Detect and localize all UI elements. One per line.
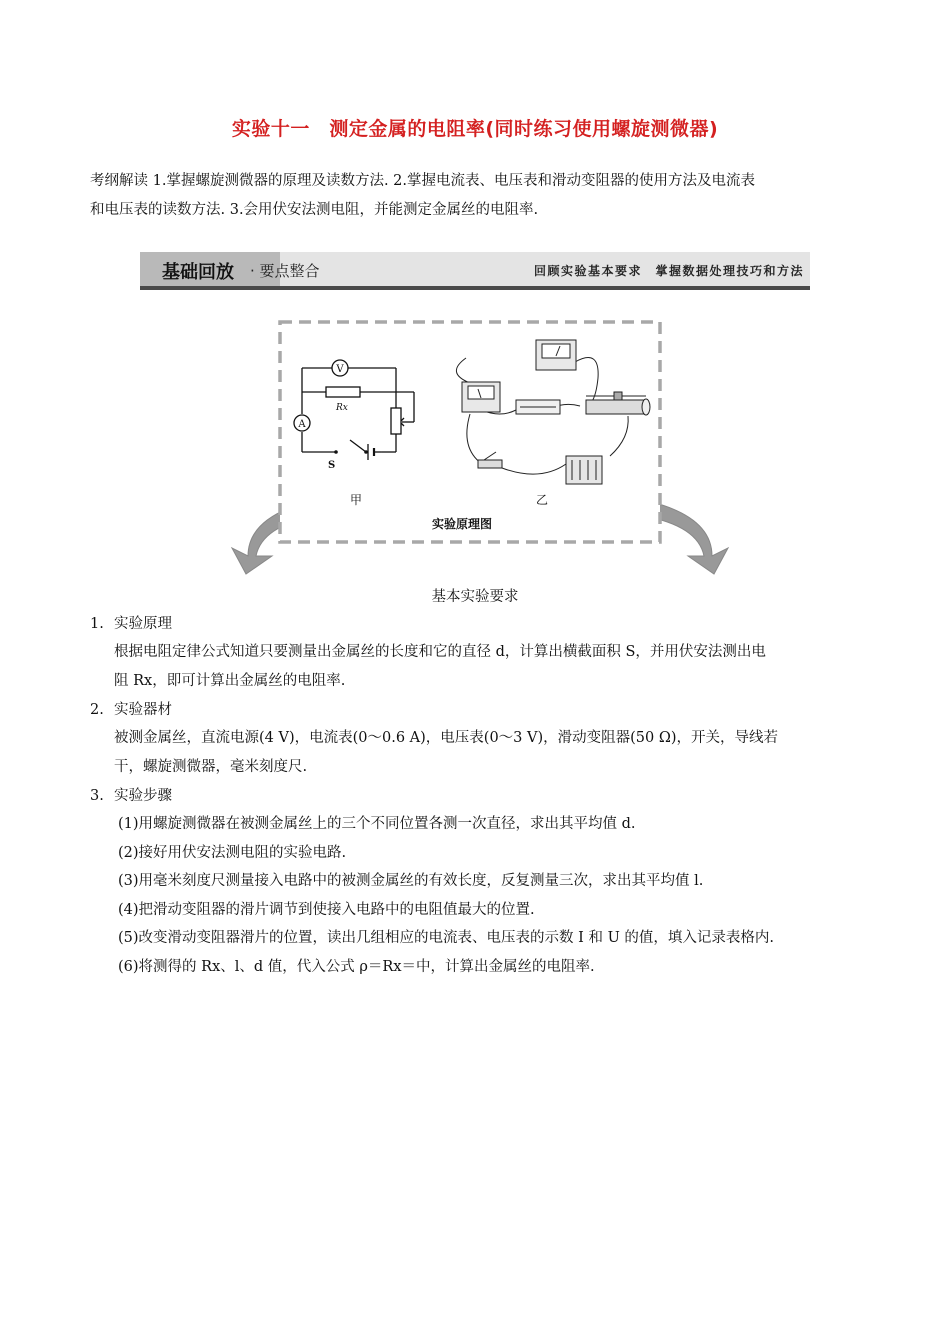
diagram-caption: 实验原理图 — [431, 517, 493, 531]
ammeter-symbol-label: A — [298, 419, 306, 430]
section-2-number: 2. — [90, 702, 104, 718]
page-title: 实验十一 测定金属的电阻率(同时练习使用螺旋测微器) — [231, 118, 719, 140]
section-1-title: 实验原理 — [114, 616, 172, 632]
section-banner — [140, 252, 810, 290]
section-3-number: 3. — [90, 788, 104, 804]
section-1-number: 1. — [90, 616, 104, 632]
wire-board-device — [516, 400, 560, 414]
battery-device — [566, 456, 602, 484]
banner-sub-label: · 要点整合 — [250, 262, 320, 280]
section-1-heading — [90, 614, 172, 634]
switch-contact-2 — [364, 450, 368, 454]
section-2-title: 实验器材 — [114, 702, 172, 718]
section-1-line-2: 阻 Rx，即可计算出金属丝的电阻率. — [114, 673, 346, 689]
section-2-line-1: 被测金属丝，直流电源(4 V)，电流表(0～0.6 A)，电压表(0～3 V)，滑动变阻器(50 Ω)，开关，导线若 — [114, 730, 779, 746]
experiment-diagram — [220, 318, 740, 580]
step-2: (2)接好用伏安法测电阻的实验电路. — [118, 845, 347, 861]
diagram-frame — [280, 322, 660, 542]
step-5: (5)改变滑动变阻器滑片的位置，读出几组相应的电流表、电压表的示数 I 和 U 的值，填入记录表格内. — [118, 930, 775, 946]
outline-text-line-1: 考纲解读 1.掌握螺旋测微器的原理及读数方法. 2.掌握电流表、电压表和滑动变阻器的使用方法及电流表 — [90, 173, 755, 189]
step-1: (1)用螺旋测微器在被测金属丝上的三个不同位置各测一次直径，求出其平均值 d. — [118, 816, 636, 832]
requirements-caption: 基本实验要求 — [431, 589, 519, 605]
section-3-heading — [90, 786, 172, 806]
ammeter-device — [462, 382, 500, 412]
step-6: (6)将测得的 Rx、l、d 值，代入公式 ρ＝Rx＝中，计算出金属丝的电阻率. — [118, 959, 595, 975]
banner-main-label: 基础回放 — [162, 262, 234, 283]
rheostat-symbol — [391, 408, 401, 434]
section-2-line-2: 干，螺旋测微器，毫米刻度尺. — [114, 759, 308, 775]
banner-right-label: 回顾实验基本要求 掌握数据处理技巧和方法 — [533, 264, 804, 278]
section-1-line-1: 根据电阻定律公式知道只要测量出金属丝的长度和它的直径 d，计算出横截面积 S，并用伏安法测出电 — [114, 644, 766, 660]
step-4: (4)把滑动变阻器的滑片调节到使接入电路中的电阻值最大的位置. — [118, 902, 535, 918]
outline-text-line-2: 和电压表的读数方法. 3.会用伏安法测电阻，并能测定金属丝的电阻率. — [90, 202, 539, 218]
voltmeter-symbol-label: V — [336, 364, 344, 375]
section-3-title: 实验步骤 — [114, 788, 172, 804]
label-yi: 乙 — [535, 493, 549, 507]
step-3: (3)用毫米刻度尺测量接入电路中的被测金属丝的有效长度，反复测量三次，求出其平均值 l. — [118, 873, 704, 889]
label-jia: 甲 — [349, 493, 363, 507]
resistor-rx — [326, 387, 360, 397]
switch-label: S — [328, 460, 336, 471]
section-2-heading — [90, 700, 172, 720]
switch-contact — [334, 450, 338, 454]
voltmeter-device — [536, 340, 576, 370]
resistor-rx-label: Rx — [336, 403, 348, 413]
